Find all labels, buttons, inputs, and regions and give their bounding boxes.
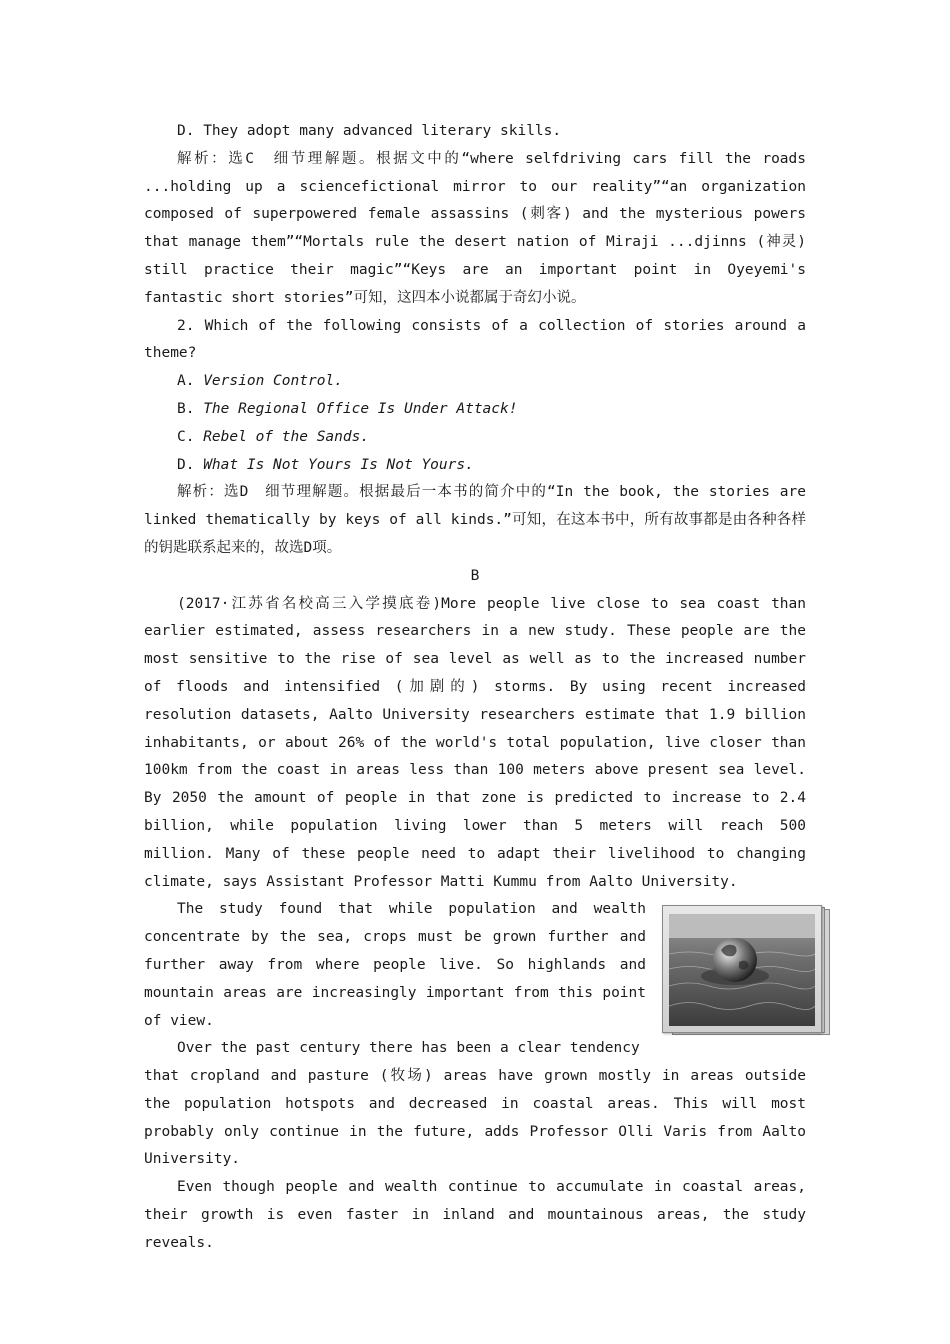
passage-paragraph-2: The study found that while population and wealth concentrate by the sea, crops must be grown further and further away from where people live. So highlands and mountain areas are increasingly important from this point of view. (144, 901, 646, 1029)
q1-analysis: 解析：选C 细节理解题。根据文中的“where selfdriving cars fill the roads ...holding up a sciencefictional mirror to our reality”“an organization composed of superpowered female assassins (刺客) and the mysterious powers that manage them”“Mortals rule the desert nation of Miraji ...djinns (神灵) still practice their magic”“Keys are an important point in Oyeyemi's fantastic short stories”可知，这四本小说都属于奇幻小说。 (144, 150, 806, 306)
q2-option-b: B. The Regional Office Is Under Attack! (177, 400, 518, 417)
q2-analysis: 解析：选D 细节理解题。根据最后一本书的简介中的“In the book, the stories are linked thematically by keys of all kinds.”可知，在这本书中，所有故事都是由各种各样的钥匙联系起来的，故选D项。 (144, 484, 806, 556)
q2-option-d: D. What Is Not Yours Is Not Yours. (177, 456, 474, 473)
passage-paragraph-3-start: Over the past century there has been a clear tendency (177, 1040, 640, 1057)
section-label: B (470, 567, 480, 584)
document-page (144, 118, 806, 1258)
q2-option-d-title: What Is Not Yours Is Not Yours. (203, 456, 474, 473)
passage-paragraph-1: (2017·江苏省名校高三入学摸底卷)More people live close to sea coast than earlier estimated, assess researchers in a new study. These people are the most sensitive to the rise of sea level as well as to the increased number of floods and intensified (加剧的) storms. By using recent increased resolution datasets, Aalto University researchers estimate that 1.9 billion inhabitants, or about 26% of the world's total population, live closer than 100km from the coast in areas less than 100 meters above present sea level. By 2050 the amount of people in that zone is predicted to increase to 2.4 billion, while population living lower than 5 meters will reach 500 million. Many of these people need to adapt their livelihood to changing climate, says Assistant Professor Matti Kummu from Aalto University. (144, 595, 806, 890)
q2-option-c: C. Rebel of the Sands. (177, 428, 370, 445)
q2-option-c-title: Rebel of the Sands. (203, 428, 370, 445)
q1-option-d: D. They adopt many advanced literary skills. (177, 123, 562, 139)
passage-paragraph-4: Even though people and wealth continue to accumulate in coastal areas, their growth is even faster in inland and mountainous areas, the study reveals. (144, 1179, 806, 1251)
q2-question: 2. Which of the following consists of a collection of stories around a theme? (144, 317, 806, 362)
globe-icon (669, 914, 815, 1026)
q2-option-b-title: The Regional Office Is Under Attack! (203, 400, 518, 417)
q2-option-a-title: Version Control. (203, 373, 343, 390)
q2-option-a: A. Version Control. (177, 373, 343, 390)
passage-paragraph-3-cont: that cropland and pasture (牧场) areas have grown mostly in areas outside the population hotspots and decreased in coastal areas. This will most probably only continue in the future, adds Professor Olli Varis from Aalto University. (144, 1068, 806, 1168)
globe-in-water-image (662, 905, 832, 1038)
